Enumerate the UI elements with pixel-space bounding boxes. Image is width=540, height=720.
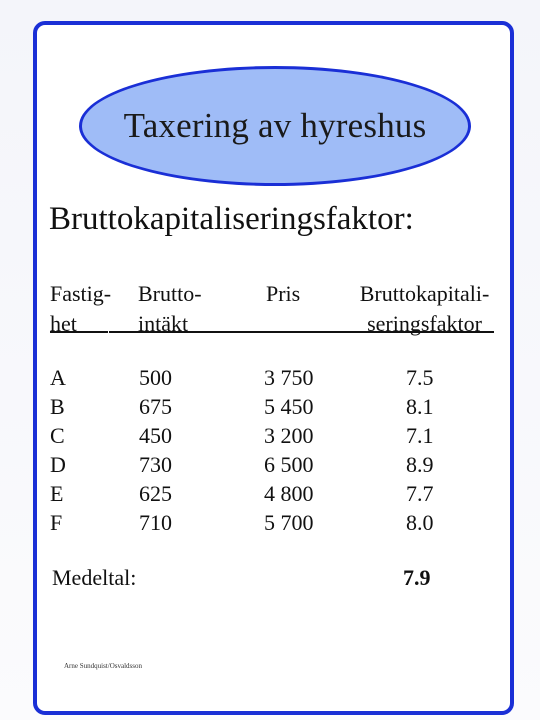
column-factor: [406, 363, 434, 537]
cell-factor: 8.9: [406, 452, 434, 477]
slide-subtitle: Bruttokapitaliseringsfaktor:: [49, 201, 414, 237]
header-factor: [355, 279, 494, 339]
header-underline-property: [50, 331, 108, 333]
cell-property: E: [50, 481, 64, 506]
cell-property: D: [50, 452, 66, 477]
cell-gross-income: 730: [139, 452, 172, 477]
footer-credit: Arne Sundquist/Osvaldsson: [64, 662, 142, 670]
cell-price: 5 700: [264, 510, 314, 535]
cell-property: A: [50, 365, 66, 390]
cell-property: B: [50, 394, 65, 419]
cell-price: 3 200: [264, 423, 314, 448]
header-factor-line2: seringsfaktor: [367, 311, 482, 336]
cell-price: 3 750: [264, 365, 314, 390]
column-property: [50, 363, 66, 537]
cell-gross-income: 675: [139, 394, 172, 419]
cell-property: F: [50, 510, 63, 535]
cell-property: C: [50, 423, 65, 448]
header-gross-income: [138, 279, 202, 339]
header-property-line2: het: [50, 311, 77, 336]
header-factor-line1: Bruttokapitali-: [359, 281, 490, 306]
header-underline-rest: [109, 331, 494, 333]
header-price: [266, 279, 300, 309]
average-value: 7.9: [403, 565, 431, 590]
cell-factor: 8.1: [406, 394, 434, 419]
cell-gross-income: 625: [139, 481, 172, 506]
header-property: [50, 279, 111, 339]
cell-factor: 7.7: [406, 481, 434, 506]
column-gross-income: [139, 363, 172, 537]
cell-factor: 7.1: [406, 423, 434, 448]
cell-price: 5 450: [264, 394, 314, 419]
header-price-line1: Pris: [266, 281, 301, 306]
average-label: Medeltal:: [52, 565, 137, 590]
cell-price: 4 800: [264, 481, 314, 506]
header-property-line1: Fastig-: [50, 281, 112, 306]
slide-title: Taxering av hyreshus: [123, 106, 427, 145]
cell-gross-income: 450: [139, 423, 172, 448]
header-gross-income-line2: intäkt: [138, 311, 189, 336]
cell-factor: 7.5: [406, 365, 434, 390]
column-price: [264, 363, 314, 537]
cell-gross-income: 710: [139, 510, 172, 535]
cell-gross-income: 500: [139, 365, 172, 390]
header-gross-income-line1: Brutto-: [138, 281, 202, 306]
cell-factor: 8.0: [406, 510, 434, 535]
title-oval: [79, 66, 471, 186]
cell-price: 6 500: [264, 452, 314, 477]
